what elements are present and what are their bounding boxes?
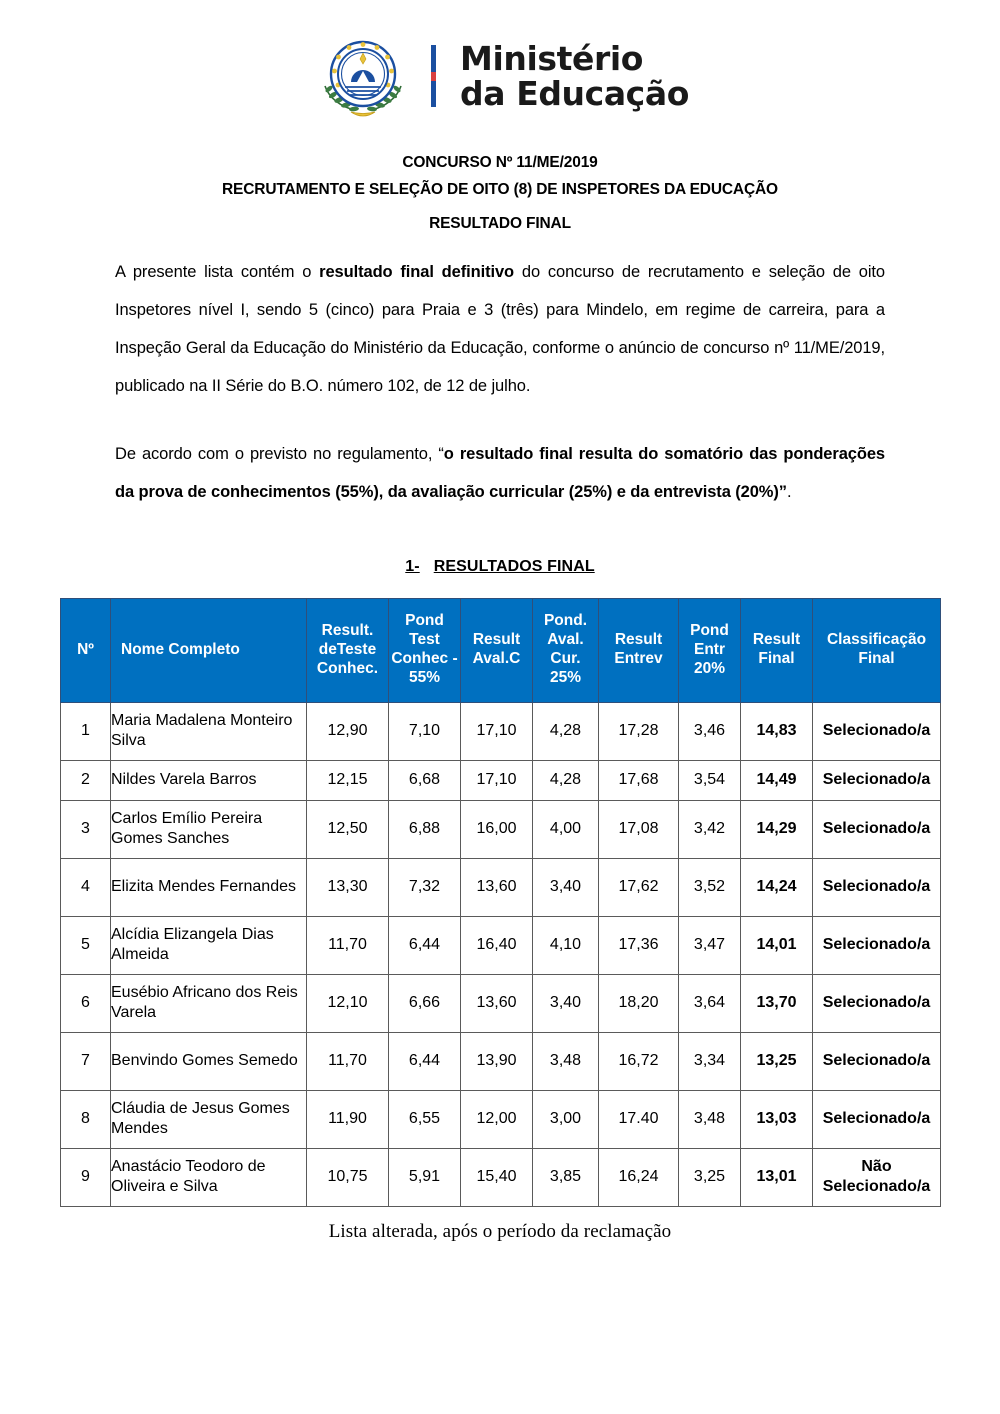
cell-result-aval: 13,90 <box>461 1032 533 1090</box>
cell-pond-aval: 3,00 <box>533 1090 599 1148</box>
column-header-result-aval: Result Aval.C <box>461 598 533 702</box>
table-row <box>61 702 941 760</box>
title-line-resultado-final: RESULTADO FINAL <box>429 215 571 233</box>
title-line-concurso: CONCURSO Nº 11/ME/2019 <box>402 154 598 171</box>
cell-pond-entrev: 3,52 <box>679 858 741 916</box>
cell-nome: Anastácio Teodoro de Oliveira e Silva <box>111 1148 307 1206</box>
cell-nome: Eusébio Africano dos Reis Varela <box>111 974 307 1032</box>
cell-classificacao: Selecionado/a <box>813 1090 941 1148</box>
cell-result-aval: 13,60 <box>461 858 533 916</box>
cell-nome: Alcídia Elizangela Dias Almeida <box>111 916 307 974</box>
cell-nome: Carlos Emílio Pereira Gomes Sanches <box>111 800 307 858</box>
cell-classificacao: Selecionado/a <box>813 702 941 760</box>
cell-result-aval: 15,40 <box>461 1148 533 1206</box>
cell-result-teste: 11,70 <box>307 1032 389 1090</box>
footer-note: Lista alterada, após o período da reclamação <box>328 1220 672 1242</box>
cell-result-teste: 11,90 <box>307 1090 389 1148</box>
cell-numero: 7 <box>61 1032 111 1090</box>
paragraph-intro <box>115 254 885 406</box>
cell-numero: 8 <box>61 1090 111 1148</box>
cell-result-teste: 12,10 <box>307 974 389 1032</box>
letterhead <box>0 0 1000 113</box>
cell-result-entrev: 17,68 <box>599 760 679 800</box>
title-line-recrutamento: RECRUTAMENTO E SELEÇÃO DE OITO (8) DE INSPETORES DA EDUCAÇÃO <box>222 180 778 198</box>
cell-result-teste: 12,15 <box>307 760 389 800</box>
table-row <box>61 760 941 800</box>
results-table-wrapper <box>60 598 940 1207</box>
cell-pond-entrev: 3,64 <box>679 974 741 1032</box>
cell-nome: Elizita Mendes Fernandes <box>111 858 307 916</box>
document-title-block <box>0 150 1000 238</box>
cell-result-aval: 13,60 <box>461 974 533 1032</box>
brand-line-2: da Educação <box>460 74 689 113</box>
cell-pond-entrev: 3,46 <box>679 702 741 760</box>
cell-classificacao: Selecionado/a <box>813 916 941 974</box>
column-header-pond-entrev: Pond Entr 20% <box>679 598 741 702</box>
para1-part3: do concurso de recrutamento e seleção de oito Inspetores nível I, sendo 5 (cinco) para Praia e 3 (três) para Mindelo, em regime de carreira, para a Inspeção Geral da Educação do Ministério da Educação, conforme o anúncio de concurso nº 11/ME/2019, publicado na II Série do B.O. número 102, de 12 de julho. <box>115 262 885 395</box>
cell-result-final: 14,49 <box>741 760 813 800</box>
cell-result-entrev: 17,08 <box>599 800 679 858</box>
cell-pond-aval: 3,40 <box>533 858 599 916</box>
para2-quote: o resultado final resulta do somatório das ponderações da prova de conhecimentos (55%), da avaliação curricular (25%) e da entrevista (20%)” <box>115 444 885 501</box>
cell-pond-teste: 7,32 <box>389 858 461 916</box>
column-header-result-final: Result Final <box>741 598 813 702</box>
cell-pond-aval: 3,40 <box>533 974 599 1032</box>
cell-result-aval: 12,00 <box>461 1090 533 1148</box>
ministry-brand-text <box>460 38 689 113</box>
cell-pond-teste: 6,88 <box>389 800 461 858</box>
cell-numero: 5 <box>61 916 111 974</box>
cell-pond-aval: 3,85 <box>533 1148 599 1206</box>
cell-pond-entrev: 3,47 <box>679 916 741 974</box>
cell-classificacao: Selecionado/a <box>813 974 941 1032</box>
column-header-numero: Nº <box>61 598 111 702</box>
column-header-classificacao: Classificação Final <box>813 598 941 702</box>
cell-numero: 6 <box>61 974 111 1032</box>
brand-line-1: Ministério <box>460 38 644 78</box>
cell-result-final: 13,03 <box>741 1090 813 1148</box>
cell-nome: Nildes Varela Barros <box>111 760 307 800</box>
cell-pond-aval: 3,48 <box>533 1032 599 1090</box>
cell-result-aval: 17,10 <box>461 760 533 800</box>
cell-pond-aval: 4,28 <box>533 702 599 760</box>
cell-pond-teste: 6,44 <box>389 916 461 974</box>
cell-classificacao: Selecionado/a <box>813 858 941 916</box>
column-header-pond-aval: Pond. Aval. Cur. 25% <box>533 598 599 702</box>
cell-pond-entrev: 3,42 <box>679 800 741 858</box>
cell-result-entrev: 17,36 <box>599 916 679 974</box>
column-header-pond-teste: Pond Test Conhec - 55% <box>389 598 461 702</box>
cell-result-aval: 17,10 <box>461 702 533 760</box>
cell-result-teste: 11,70 <box>307 916 389 974</box>
cell-pond-aval: 4,00 <box>533 800 599 858</box>
cell-result-final: 13,70 <box>741 974 813 1032</box>
cell-result-teste: 12,50 <box>307 800 389 858</box>
cell-numero: 2 <box>61 760 111 800</box>
cell-result-teste: 12,90 <box>307 702 389 760</box>
cell-result-teste: 13,30 <box>307 858 389 916</box>
cell-result-final: 14,24 <box>741 858 813 916</box>
column-header-result-teste: Result. deTeste Conhec. <box>307 598 389 702</box>
cell-pond-teste: 5,91 <box>389 1148 461 1206</box>
para1-emphasis: resultado final definitivo <box>319 262 514 281</box>
column-header-nome: Nome Completo <box>111 598 307 702</box>
cell-numero: 4 <box>61 858 111 916</box>
cell-result-aval: 16,00 <box>461 800 533 858</box>
cell-nome: Maria Madalena Monteiro Silva <box>111 702 307 760</box>
cell-result-aval: 16,40 <box>461 916 533 974</box>
cell-nome: Benvindo Gomes Semedo <box>111 1032 307 1090</box>
cell-result-entrev: 17,62 <box>599 858 679 916</box>
cell-classificacao: Selecionado/a <box>813 800 941 858</box>
table-row <box>61 800 941 858</box>
table-row <box>61 1148 941 1206</box>
cell-result-final: 13,25 <box>741 1032 813 1090</box>
cell-pond-entrev: 3,34 <box>679 1032 741 1090</box>
table-row <box>61 1032 941 1090</box>
results-table <box>60 598 941 1207</box>
cell-classificacao: Não Selecionado/a <box>813 1148 941 1206</box>
results-table-body <box>61 702 941 1206</box>
cell-result-entrev: 16,24 <box>599 1148 679 1206</box>
table-row <box>61 858 941 916</box>
cell-pond-teste: 6,55 <box>389 1090 461 1148</box>
cell-pond-aval: 4,10 <box>533 916 599 974</box>
cell-pond-entrev: 3,48 <box>679 1090 741 1148</box>
cell-pond-teste: 6,44 <box>389 1032 461 1090</box>
cell-pond-entrev: 3,54 <box>679 760 741 800</box>
cell-classificacao: Selecionado/a <box>813 760 941 800</box>
cape-verde-ministry-emblem-icon <box>311 34 415 118</box>
para2-part3: . <box>786 482 792 501</box>
para2-part1: De acordo com o previsto no regulamento, “ <box>115 444 444 463</box>
cell-numero: 9 <box>61 1148 111 1206</box>
cell-pond-teste: 6,68 <box>389 760 461 800</box>
cell-result-final: 13,01 <box>741 1148 813 1206</box>
cell-result-teste: 10,75 <box>307 1148 389 1206</box>
cell-result-entrev: 16,72 <box>599 1032 679 1090</box>
cell-result-final: 14,29 <box>741 800 813 858</box>
body-content <box>115 238 885 512</box>
table-row <box>61 916 941 974</box>
table-header-row <box>61 598 941 702</box>
section-number: 1- <box>405 557 420 575</box>
cell-pond-teste: 7,10 <box>389 702 461 760</box>
cell-result-entrev: 17,28 <box>599 702 679 760</box>
cell-result-final: 14,83 <box>741 702 813 760</box>
column-header-result-entrev: Result Entrev <box>599 598 679 702</box>
table-row <box>61 974 941 1032</box>
cell-result-entrev: 17.40 <box>599 1090 679 1148</box>
cell-numero: 3 <box>61 800 111 858</box>
section-heading-resultados <box>0 558 1000 576</box>
brand-divider <box>431 45 436 107</box>
cell-pond-teste: 6,66 <box>389 974 461 1032</box>
paragraph-regulamento <box>115 436 885 512</box>
cell-result-final: 14,01 <box>741 916 813 974</box>
cell-pond-aval: 4,28 <box>533 760 599 800</box>
cell-pond-entrev: 3,25 <box>679 1148 741 1206</box>
table-row <box>61 1090 941 1148</box>
cell-numero: 1 <box>61 702 111 760</box>
para1-part1: A presente lista contém o <box>115 262 320 281</box>
cell-classificacao: Selecionado/a <box>813 1032 941 1090</box>
cell-result-entrev: 18,20 <box>599 974 679 1032</box>
section-label: RESULTADOS FINAL <box>433 557 595 575</box>
cell-nome: Cláudia de Jesus Gomes Mendes <box>111 1090 307 1148</box>
